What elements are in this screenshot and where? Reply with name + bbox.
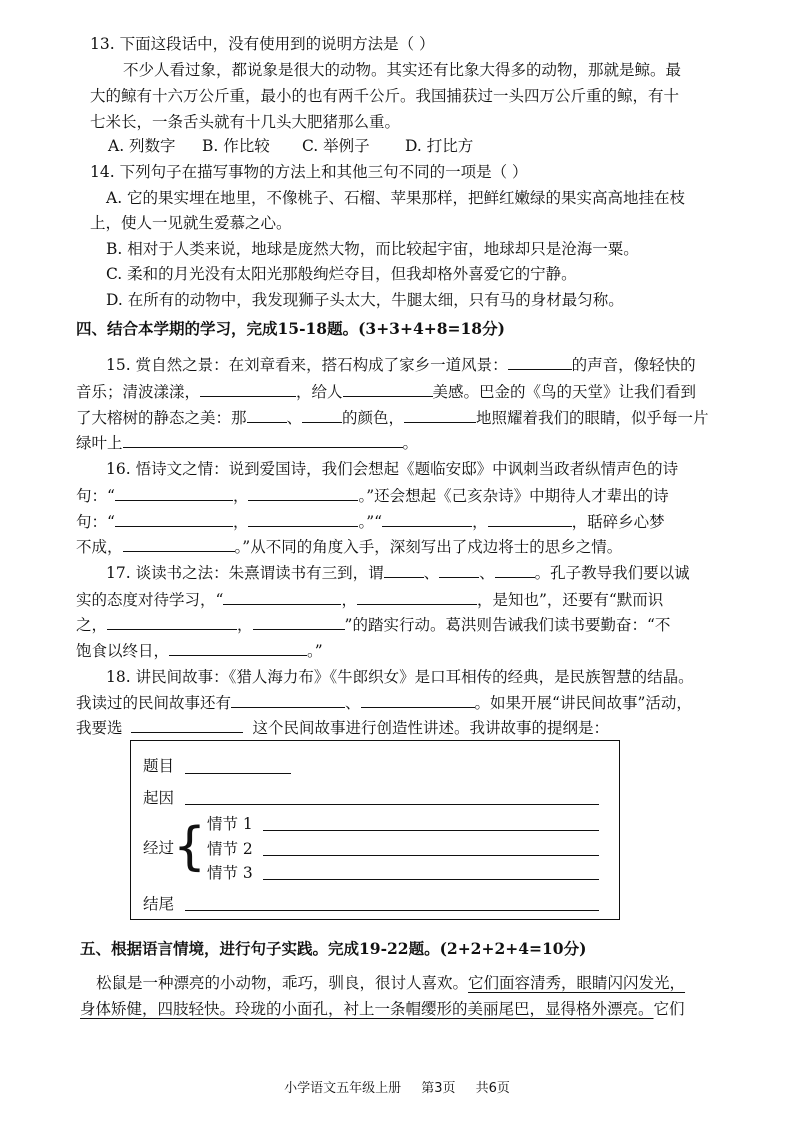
q18-blank-1[interactable] — [231, 691, 345, 708]
q15-blank-7[interactable] — [123, 431, 403, 448]
outline-ending-label: 结尾 — [143, 895, 175, 913]
q18-blank-3[interactable] — [131, 716, 243, 733]
q17-blank-8[interactable] — [169, 639, 307, 656]
q15-blank-5[interactable] — [302, 406, 342, 423]
passage-line-1: 松鼠是一种漂亮的小动物，乖巧，驯良，很讨人喜欢。它们面容清秀，眼睛闪闪发光， — [96, 974, 686, 992]
section-5-heading: 五、根据语言情境，进行句子实践。完成19-22题。(2+2+2+4=10分) — [80, 939, 587, 958]
outline-ending-line[interactable] — [185, 910, 599, 911]
q16-blank-3[interactable] — [115, 510, 233, 527]
q15-line-3: 了大榕树的静态之美：那 、 的颜色， 地照耀着我们的眼睛，似乎每一片 — [76, 406, 709, 428]
q16-blank-6[interactable] — [488, 510, 572, 527]
q17-blank-5[interactable] — [357, 588, 477, 605]
q14-option-b: B. 相对于人类来说，地球是庞然大物，而比较起宇宙，地球却只是沧海一粟。 — [106, 240, 639, 258]
q18-line-1: 18. 讲民间故事：《猎人海力布》《牛郎织女》是口耳相传的经典，是民族智慧的结晶。 — [106, 668, 694, 686]
footer-book-title: 小学语文五年级上册 — [284, 1081, 402, 1096]
outline-process-label: 经过 — [143, 839, 175, 857]
q17-blank-2[interactable] — [439, 561, 479, 578]
footer-total-pages: 共6页 — [475, 1081, 510, 1096]
q13-stem: 13. 下面这段话中，没有使用到的说明方法是（ ） — [90, 35, 435, 53]
q17-line-1: 17. 谈读书之法：朱熹谓读书有三到，谓 、 、 。孔子教导我们要以诚 — [106, 561, 690, 583]
page-footer — [0, 1077, 794, 1096]
q16-line-1: 16. 悟诗文之情：说到爱国诗，我们会想起《题临安邸》中讽刺当政者纵情声色的诗 — [106, 460, 679, 478]
q18-blank-2[interactable] — [361, 691, 475, 708]
q16-blank-1[interactable] — [115, 484, 233, 501]
passage-underlined-1: 它们面容清秀，眼睛闪闪发光， — [468, 974, 686, 992]
q15-line-2: 音乐；清波漾漾， ，给人 美感。巴金的《鸟的天堂》让我们看到 — [76, 380, 696, 402]
q15-blank-4[interactable] — [247, 406, 287, 423]
q18-line-2: 我读过的民间故事还有 、 。如果开展“讲民间故事”活动， — [76, 691, 692, 713]
q15-blank-6[interactable] — [404, 406, 476, 423]
q15-line-1: 15. 赏自然之景：在刘章看来，搭石构成了家乡一道风景： 的声音，像轻快的 — [106, 353, 696, 375]
q17-line-4: 饱食以终日， 。” — [76, 639, 323, 661]
outline-title-line[interactable] — [185, 773, 291, 774]
q17-blank-4[interactable] — [223, 588, 341, 605]
section-4-heading: 四、结合本学期的学习，完成15-18题。(3+3+4+8=18分) — [76, 319, 505, 338]
outline-plot-2-line[interactable] — [263, 855, 599, 856]
q14-option-a-line-2: 上，使人一见就生爱慕之心。 — [90, 214, 292, 232]
q13-option-b: B. 作比较 — [202, 137, 270, 155]
story-outline-box — [130, 740, 620, 920]
q16-blank-2[interactable] — [248, 484, 358, 501]
q14-option-a-line-1: A. 它的果实埋在地里，不像桃子、石榴、苹果那样，把鲜红嫩绿的果实高高地挂在枝 — [106, 189, 686, 207]
outline-cause-label: 起因 — [143, 789, 175, 807]
footer-page-number: 第3页 — [421, 1081, 456, 1096]
outline-title-label: 题目 — [143, 757, 175, 775]
q13-option-c: C. 举例子 — [302, 137, 370, 155]
outline-cause-line[interactable] — [185, 804, 599, 805]
q13-passage-line-1: 不少人看过象，都说象是很大的动物。其实还有比象大得多的动物，那就是鲸。最 — [123, 61, 682, 79]
q17-line-3: 之， ， ”的踏实行动。葛洪则告诫我们读书要勤奋：“不 — [76, 613, 670, 635]
passage-underlined-2: 身体矫健，四肢轻快。玲珑的小面孔，衬上一条帽缨形的美丽尾巴，显得格外漂亮。 — [80, 1000, 654, 1018]
q16-line-2: 句：“ ， 。”还会想起《己亥杂诗》中期待人才辈出的诗 — [76, 484, 669, 506]
outline-plot-1-label: 情节 1 — [207, 815, 253, 833]
q14-option-d: D. 在所有的动物中，我发现狮子头太大，牛腿太细，只有马的身材最匀称。 — [106, 291, 624, 309]
q15-blank-3[interactable] — [343, 380, 433, 397]
passage-line-2: 身体矫健，四肢轻快。玲珑的小面孔，衬上一条帽缨形的美丽尾巴，显得格外漂亮。它们 — [80, 1000, 685, 1018]
q15-blank-2[interactable] — [200, 380, 296, 397]
q16-blank-4[interactable] — [248, 510, 358, 527]
q14-option-c: C. 柔和的月光没有太阳光那般绚烂夺目，但我却格外喜爱它的宁静。 — [106, 265, 577, 283]
brace-icon: { — [173, 817, 207, 877]
q14-stem: 14. 下列句子在描写事物的方法上和其他三句不同的一项是（ ） — [90, 163, 528, 181]
q16-line-4: 不成， 。”从不同的角度入手，深刻写出了戍边将士的思乡之情。 — [76, 535, 622, 557]
q16-blank-7[interactable] — [123, 535, 235, 552]
q17-blank-3[interactable] — [495, 561, 535, 578]
q13-option-a: A. 列数字 — [108, 137, 176, 155]
q15-blank-1[interactable] — [508, 353, 572, 370]
q17-blank-7[interactable] — [253, 613, 345, 630]
outline-plot-2-label: 情节 2 — [207, 840, 253, 858]
q13-passage-line-2: 大的鲸有十六万公斤重，最小的也有两千公斤。我国捕获过一头四万公斤重的鲸，有十 — [90, 87, 680, 105]
outline-plot-3-line[interactable] — [263, 879, 599, 880]
q18-line-3: 我要选 这个民间故事进行创造性讲述。我讲故事的提纲是： — [76, 716, 609, 738]
q13-option-d: D. 打比方 — [405, 137, 474, 155]
q16-blank-5[interactable] — [382, 510, 472, 527]
q17-line-2: 实的态度对待学习，“ ， ，是知也”，还要有“默而识 — [76, 588, 663, 610]
q13-passage-line-3: 七米长，一条舌头就有十几头大肥猪那么重。 — [90, 113, 401, 131]
q17-blank-6[interactable] — [107, 613, 237, 630]
q15-line-4: 绿叶上 。 — [76, 431, 418, 453]
outline-plot-1-line[interactable] — [263, 830, 599, 831]
q17-blank-1[interactable] — [384, 561, 424, 578]
q16-line-3: 句：“ ， 。”“ ， ，聒碎乡心梦 — [76, 510, 665, 532]
outline-plot-3-label: 情节 3 — [207, 864, 253, 882]
